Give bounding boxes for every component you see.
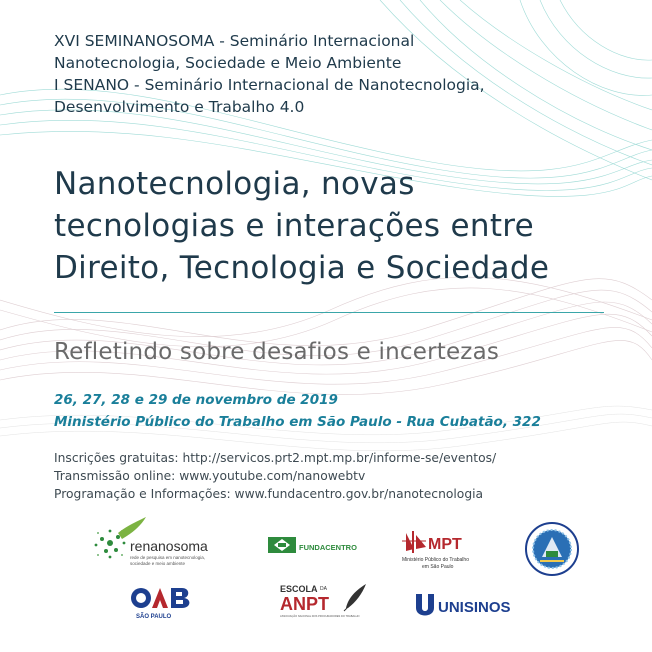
fundacentro-logo xyxy=(266,533,366,559)
registration-info: Inscrições gratuitas: http://servicos.prt2.mpt.mp.br/informe-se/eventos/ xyxy=(54,451,497,465)
divider xyxy=(54,312,604,313)
event-details xyxy=(54,389,614,433)
renanosoma-name: renanosoma xyxy=(130,538,208,554)
mpt-subtitle: em São Paulo xyxy=(422,564,454,570)
unisinos-emblem-icon xyxy=(416,594,434,616)
subtitle: Refletindo sobre desafios e incertezas xyxy=(54,339,500,365)
fundacentro-emblem-icon xyxy=(268,537,296,553)
mpt-subtitle: Ministério Público do Trabalho xyxy=(402,557,469,563)
anpt-name: ANPT xyxy=(280,594,329,614)
event-venue: Ministério Público do Trabalho em São Paulo - Rua Cubatão, 322 xyxy=(54,414,541,430)
event-info xyxy=(54,449,614,503)
unisinos-logo xyxy=(412,590,522,620)
anpt-subtitle: ASSOCIAÇÃO NACIONAL DOS PROCURADORES DO TRABALHO xyxy=(280,615,360,618)
oab-subtitle: SÃO PAULO xyxy=(136,614,172,620)
institution-seal-icon xyxy=(524,521,580,577)
renanosoma-tagline: sociedade e meio ambiente xyxy=(130,561,186,566)
fundacentro-name: FUNDACENTRO xyxy=(299,543,357,552)
renanosoma-tagline: rede de pesquisa em nanotecnologia, xyxy=(130,555,206,560)
mpt-name: MPT xyxy=(428,536,462,553)
header-line: XVI SEMINANOSOMA - Seminário Internacional xyxy=(54,32,415,50)
escola-anpt-logo xyxy=(276,578,372,622)
main-title xyxy=(54,163,634,289)
program-info: Programação e Informações: www.fundacentro.gov.br/nanotecnologia xyxy=(54,487,484,501)
event-dates: 26, 27, 28 e 29 de novembro de 2019 xyxy=(54,392,338,408)
title-line: Direito, Tecnologia e Sociedade xyxy=(54,250,550,286)
renanosoma-logo xyxy=(88,515,238,575)
header-line: Desenvolvimento e Trabalho 4.0 xyxy=(54,98,305,116)
title-line: Nanotecnologia, novas xyxy=(54,166,415,202)
mpt-scales-icon xyxy=(402,531,426,553)
header-line: Nanotecnologia, Sociedade e Meio Ambiente xyxy=(54,54,402,72)
oab-letters-icon xyxy=(131,588,189,608)
title-line: tecnologias e interações entre xyxy=(54,208,535,244)
oab-logo xyxy=(128,582,200,622)
header-line: I SENANO - Seminário Internacional de Nanotecnologia, xyxy=(54,76,485,94)
streaming-info: Transmissão online: www.youtube.com/nanowebtv xyxy=(54,469,366,483)
unisinos-name: UNISINOS xyxy=(438,599,511,616)
escola-da-label: DA xyxy=(320,586,327,592)
event-header xyxy=(54,30,614,118)
quill-pen-icon xyxy=(344,584,366,611)
rose-waves xyxy=(0,277,652,394)
mpt-logo xyxy=(396,527,486,575)
escola-label: ESCOLA xyxy=(280,584,318,594)
